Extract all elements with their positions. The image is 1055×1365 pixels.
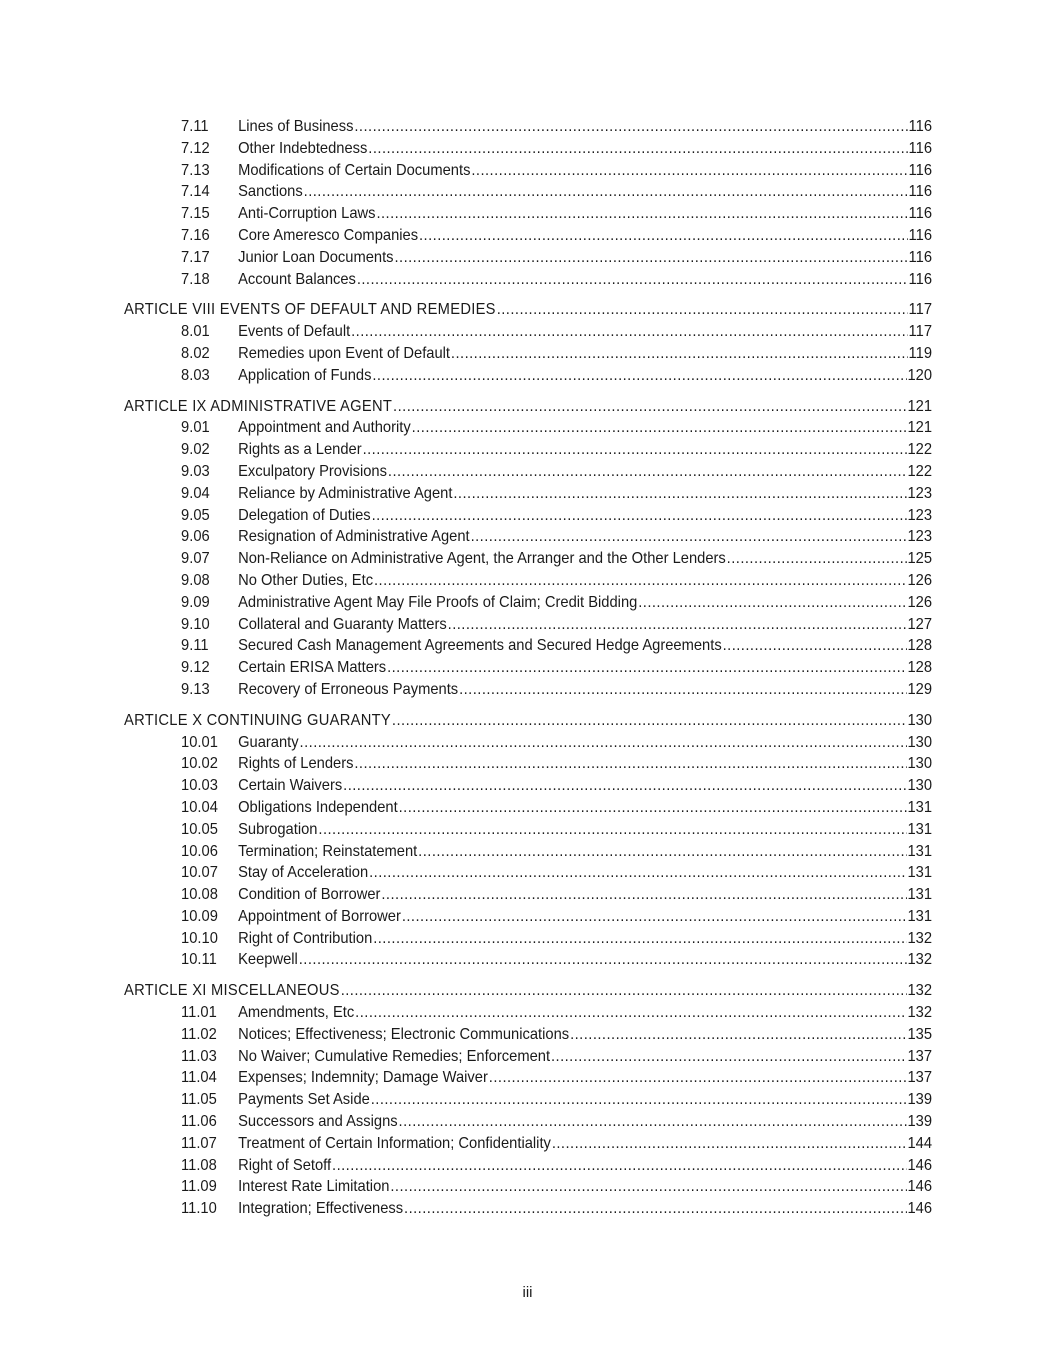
section-number: 9.13 [181,680,210,698]
section-title: Junior Loan Documents [238,248,394,266]
page-reference: 128 [907,659,933,677]
page-reference: 126 [907,593,933,611]
toc-section-entry[interactable] [124,635,932,657]
dot-leader [638,592,906,614]
dot-leader [357,269,908,291]
page-reference: 130 [907,755,933,773]
section-title: Non-Reliance on Administrative Agent, the Arranger and the Other Lenders [238,550,726,568]
section-title: Administrative Agent May File Proofs of Claim; Credit Bidding [238,593,638,611]
page-reference: 116 [908,161,933,179]
dot-leader [392,710,907,732]
toc-section-entry[interactable] [124,1089,932,1111]
page-reference: 116 [908,205,933,223]
section-title: Payments Set Aside [238,1091,370,1109]
section-title: Exculpatory Provisions [238,462,387,480]
page-reference: 130 [907,733,933,751]
dot-leader [299,949,907,971]
section-title: Guaranty [238,733,299,751]
dot-leader [381,884,906,906]
section-title: Keepwell [238,951,298,969]
dot-leader [373,928,906,950]
section-number: 9.10 [181,615,210,633]
toc-section-entry[interactable] [124,1067,932,1089]
page-reference: 131 [907,864,933,882]
toc-section-entry[interactable] [124,570,932,592]
dot-leader [368,138,907,160]
page-reference: 137 [907,1047,933,1065]
page-reference: 122 [907,441,933,459]
dot-leader [371,1089,907,1111]
section-title: Reliance by Administrative Agent [238,484,453,502]
section-number: 7.11 [181,118,209,135]
toc-section-entry[interactable] [124,343,932,365]
page-reference: 135 [907,1025,933,1043]
section-title: Sanctions [238,183,303,201]
section-title: No Other Duties, Etc [238,571,374,589]
dot-leader [374,570,907,592]
section-number: 8.02 [181,344,210,362]
dot-leader [369,862,906,884]
section-title: No Waiver; Cumulative Remedies; Enforcement [238,1047,551,1065]
page-reference: 144 [907,1134,933,1152]
page-reference: 129 [907,680,933,698]
section-number: 11.06 [181,1113,217,1131]
dot-leader [419,225,908,247]
section-title: Expenses; Indemnity; Damage Waiver [238,1069,488,1087]
dot-leader [351,321,908,343]
section-title: Account Balances [238,270,356,288]
page-reference: 123 [907,506,933,524]
page-reference: 116 [908,226,933,244]
section-number: 11.01 [181,1004,217,1022]
section-number: 9.12 [181,659,210,677]
section-title: Appointment of Borrower [238,907,401,925]
page-reference: 119 [908,344,933,362]
toc-section-entry[interactable] [124,732,932,754]
page-reference: 131 [907,886,933,904]
toc-section-entry[interactable] [124,1155,932,1177]
page-reference: 122 [907,462,933,480]
page-reference: 116 [908,139,933,157]
section-title: Subrogation [238,820,318,838]
section-title: Rights as a Lender [238,441,362,459]
section-title: Stay of Acceleration [238,864,369,882]
toc-section-entry[interactable] [124,526,932,548]
toc-section-entry[interactable] [124,181,932,203]
section-title: Modifications of Certain Documents [238,161,471,179]
page-reference: 116 [908,270,933,288]
toc-section-entry[interactable] [124,592,932,614]
article-title: ARTICLE X CONTINUING GUARANTY [124,711,392,729]
toc-section-entry[interactable] [124,906,932,928]
toc-section-entry[interactable] [124,138,932,160]
section-title: Secured Cash Management Agreements and Secured Hedge Agreements [238,637,722,655]
toc-section-entry[interactable] [124,753,932,775]
toc-section-entry[interactable] [124,505,932,527]
dot-leader [372,365,906,387]
table-of-contents [124,116,932,1220]
section-number: 11.09 [181,1178,217,1196]
section-number: 10.08 [181,886,218,904]
dot-leader [394,247,907,269]
page-reference: 123 [907,484,933,502]
page-reference: 130 [907,777,933,795]
section-title: Delegation of Duties [238,506,371,524]
page-reference: 139 [907,1091,933,1109]
section-number: 9.01 [181,419,210,437]
page-reference: 128 [907,637,933,655]
section-title: Notices; Effectiveness; Electronic Communications [238,1025,570,1043]
dot-leader [390,1176,906,1198]
toc-section-entry[interactable] [124,365,932,387]
page-reference: 137 [907,1069,933,1087]
toc-section-entry[interactable] [124,548,932,570]
section-title: Other Indebtedness [238,139,368,157]
dot-leader [363,439,907,461]
toc-section-entry[interactable] [124,775,932,797]
section-title: Lines of Business [238,118,354,135]
toc-article-entry[interactable] [124,396,932,418]
toc-section-entry[interactable] [124,203,932,225]
toc-section-entry[interactable] [124,819,932,841]
section-number: 7.16 [181,226,210,244]
dot-leader [727,548,907,570]
dot-leader [354,116,907,138]
section-number: 7.14 [181,183,210,201]
dot-leader [552,1133,907,1155]
dot-leader [453,483,906,505]
dot-leader [497,299,908,321]
section-title: Events of Default [238,323,351,341]
section-number: 9.11 [181,637,209,655]
section-number: 7.15 [181,205,210,223]
dot-leader [489,1067,907,1089]
page-reference: 146 [907,1178,933,1196]
section-title: Remedies upon Event of Default [238,344,451,362]
dot-leader [304,181,908,203]
page-reference: 132 [907,1004,933,1022]
section-number: 7.17 [181,248,210,266]
page-reference: 117 [908,301,933,319]
section-number: 10.04 [181,798,218,816]
toc-section-entry[interactable] [124,225,932,247]
dot-leader [393,396,906,418]
page-reference: 131 [907,820,933,838]
dot-leader [471,160,907,182]
dot-leader [412,417,907,439]
section-number: 9.02 [181,441,210,459]
section-title: Core Ameresco Companies [238,226,419,244]
toc-section-entry[interactable] [124,679,932,701]
section-number: 7.18 [181,270,210,288]
section-number: 11.04 [181,1069,217,1087]
dot-leader [448,614,907,636]
dot-leader [551,1046,907,1068]
section-title: Rights of Lenders [238,755,354,773]
section-title: Right of Setoff [238,1156,332,1174]
section-title: Appointment and Authority [238,419,411,437]
section-number: 9.04 [181,484,210,502]
page-reference: 120 [907,366,933,384]
section-title: Certain ERISA Matters [238,659,387,677]
toc-section-entry[interactable] [124,928,932,950]
article-title: ARTICLE IX ADMINISTRATIVE AGENT [124,397,393,415]
page-reference: 131 [907,798,933,816]
article-title: ARTICLE XI MISCELLANEOUS [124,982,340,1000]
dot-leader [372,505,907,527]
toc-section-entry[interactable] [124,461,932,483]
section-number: 11.03 [181,1047,217,1065]
page-reference: 130 [907,711,933,729]
toc-section-entry[interactable] [124,884,932,906]
dot-leader [459,679,906,701]
section-number: 10.10 [181,929,218,947]
dot-leader [570,1024,906,1046]
article-title: ARTICLE VIII EVENTS OF DEFAULT AND REMEDIES [124,301,496,319]
section-number: 10.06 [181,842,218,860]
toc-section-entry[interactable] [124,483,932,505]
section-number: 10.01 [181,733,218,751]
section-number: 8.01 [181,323,210,341]
page-reference: 116 [908,248,933,266]
section-number: 9.06 [181,528,210,546]
section-title: Anti-Corruption Laws [238,205,376,223]
page-reference: 123 [907,528,933,546]
toc-section-entry[interactable] [124,657,932,679]
dot-leader [399,1111,907,1133]
page-reference: 132 [907,951,933,969]
dot-leader [341,980,907,1002]
section-title: Collateral and Guaranty Matters [238,615,447,633]
page-reference: 121 [907,397,933,415]
section-title: Certain Waivers [238,777,343,795]
section-number: 11.08 [181,1156,217,1174]
page-reference: 126 [907,571,933,589]
section-title: Successors and Assigns [238,1113,398,1131]
page-reference: 125 [907,550,933,568]
toc-section-entry[interactable] [124,797,932,819]
dot-leader [451,343,908,365]
toc-section-entry[interactable] [124,160,932,182]
section-number: 10.02 [181,755,218,773]
toc-article-entry[interactable] [124,299,932,321]
page-reference: 117 [908,323,933,341]
page-reference: 116 [908,118,933,135]
toc-section-entry[interactable] [124,1176,932,1198]
section-number: 9.09 [181,593,210,611]
section-number: 10.05 [181,820,218,838]
toc-section-entry[interactable] [124,949,932,971]
toc-section-entry[interactable] [124,116,932,138]
dot-leader [376,203,907,225]
dot-leader [343,775,906,797]
section-number: 10.11 [181,951,217,969]
toc-article-entry[interactable] [124,710,932,732]
section-number: 11.02 [181,1025,217,1043]
section-number: 8.03 [181,366,210,384]
toc-section-entry[interactable] [124,614,932,636]
page-reference: 116 [908,183,933,201]
section-title: Application of Funds [238,366,372,384]
dot-leader [723,635,907,657]
dot-leader [355,1002,906,1024]
page-reference: 127 [907,615,933,633]
dot-leader [332,1155,907,1177]
toc-section-entry[interactable] [124,417,932,439]
page-reference: 139 [907,1113,933,1131]
section-number: 9.03 [181,462,210,480]
section-title: Amendments, Etc [238,1004,355,1022]
dot-leader [387,657,906,679]
section-number: 11.07 [181,1134,217,1152]
toc-section-entry[interactable] [124,1198,932,1220]
toc-section-entry[interactable] [124,841,932,863]
dot-leader [399,797,907,819]
section-number: 7.13 [181,161,210,179]
page-reference: 146 [907,1200,933,1218]
section-title: Termination; Reinstatement [238,842,418,860]
dot-leader [318,819,906,841]
toc-section-entry[interactable] [124,862,932,884]
page-number: iii [522,1284,533,1301]
dot-leader [404,1198,907,1220]
section-number: 9.08 [181,571,210,589]
section-number: 7.12 [181,139,210,157]
section-number: 10.03 [181,777,218,795]
dot-leader [354,753,906,775]
dot-leader [402,906,907,928]
toc-article-entry[interactable] [124,980,932,1002]
toc-section-entry[interactable] [124,247,932,269]
section-number: 11.05 [181,1091,217,1109]
section-title: Recovery of Erroneous Payments [238,680,459,698]
section-title: Integration; Effectiveness [238,1200,404,1218]
page-reference: 146 [907,1156,933,1174]
section-number: 9.05 [181,506,210,524]
section-title: Condition of Borrower [238,886,381,904]
toc-section-entry[interactable] [124,321,932,343]
section-number: 11.10 [181,1200,217,1218]
dot-leader [300,732,907,754]
page-reference: 131 [907,907,933,925]
toc-section-entry[interactable] [124,1024,932,1046]
section-number: 10.07 [181,864,218,882]
section-title: Obligations Independent [238,798,398,816]
dot-leader [471,526,907,548]
page-reference: 131 [907,842,933,860]
toc-section-entry[interactable] [124,1133,932,1155]
dot-leader [418,841,906,863]
toc-section-entry[interactable] [124,439,932,461]
section-title: Right of Contribution [238,929,373,947]
section-number: 10.09 [181,907,218,925]
toc-section-entry[interactable] [124,1046,932,1068]
section-title: Interest Rate Limitation [238,1178,390,1196]
dot-leader [388,461,907,483]
toc-section-entry[interactable] [124,1111,932,1133]
page-reference: 132 [907,929,933,947]
section-title: Treatment of Certain Information; Confidentiality [238,1134,551,1152]
page-reference: 121 [907,419,933,437]
page-reference: 132 [907,982,933,1000]
section-title: Resignation of Administrative Agent [238,528,470,546]
toc-section-entry[interactable] [124,1002,932,1024]
section-number: 9.07 [181,550,210,568]
toc-section-entry[interactable] [124,269,932,291]
